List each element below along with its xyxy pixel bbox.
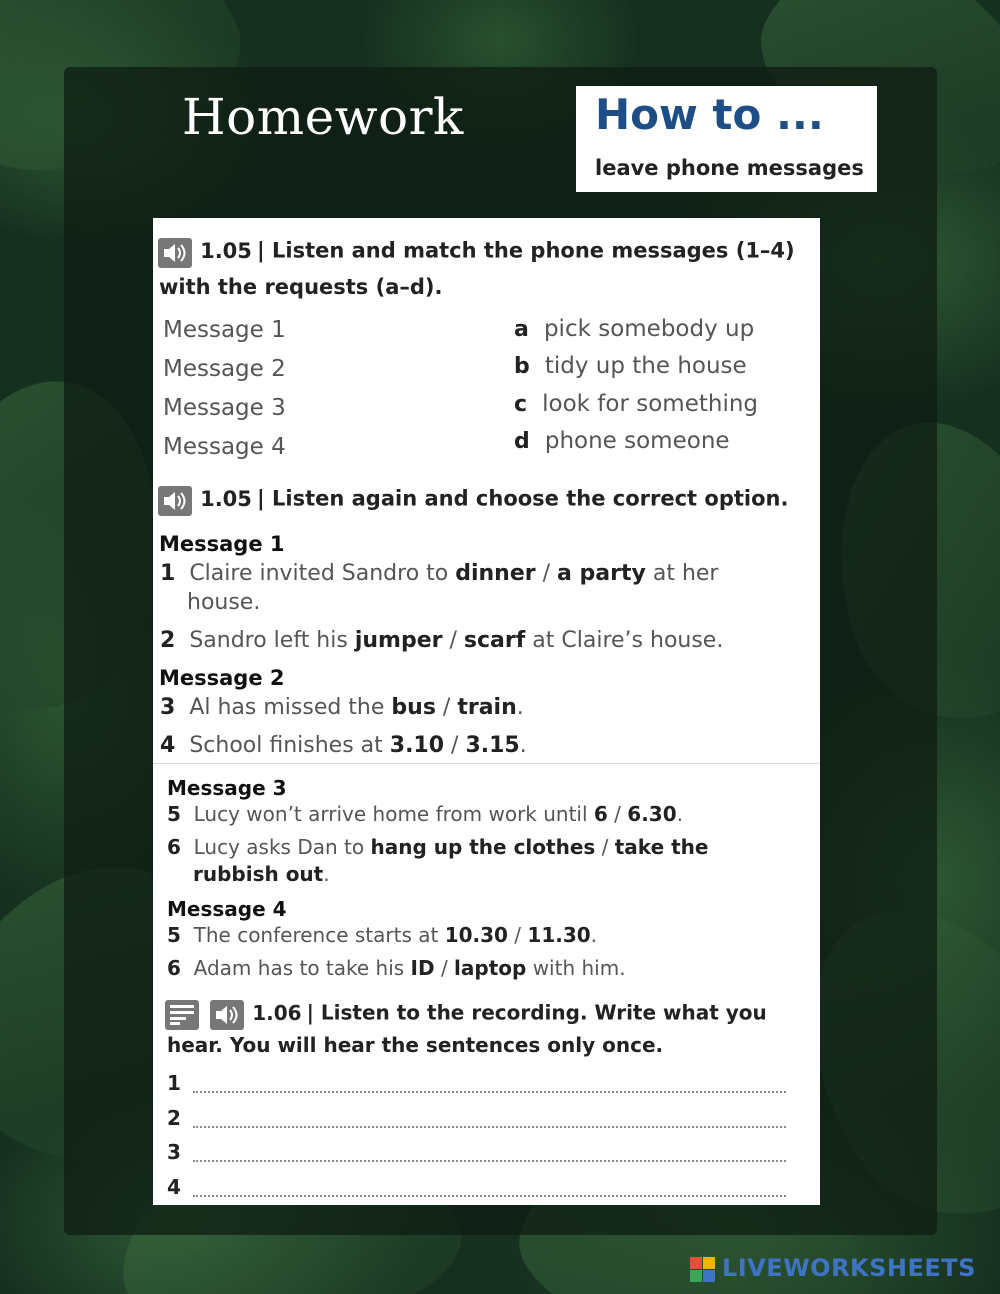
question-2: 2 Sandro left his jumper / scarf at Claire’s house. [160,628,724,653]
option[interactable]: jumper [354,628,443,653]
request-item [514,316,754,342]
message-label: Message 1 [163,317,286,343]
watermark-text: LIVEWORKSHEETS [722,1254,976,1282]
option[interactable]: 6.30 [627,802,677,826]
exercise2-heading [158,486,788,516]
speaker-icon[interactable] [158,238,192,268]
question-6: 6 Lucy asks Dan to hang up the clothes / take the [167,835,709,859]
question-7: 5 The conference starts at 10.30 / 11.30. [167,923,598,947]
request-text: phone someone [544,428,730,454]
question-6-cont: rubbish out. [193,862,330,886]
page-title: Homework [182,88,464,146]
howto-title: How to ... [595,90,824,139]
answer-line[interactable] [193,1091,786,1093]
request-item [514,353,747,379]
track-number: 1.05 [200,238,252,263]
message-heading: Message 2 [159,666,285,690]
speaker-icon[interactable] [210,1000,244,1030]
option[interactable]: laptop [454,956,527,980]
speaker-icon[interactable] [158,486,192,516]
exercise3-heading [165,1000,767,1030]
message-heading: Message 1 [159,532,285,556]
request-letter: a [514,317,529,342]
instruction: | Listen and match the phone messages (1–4) [257,238,795,263]
request-text: pick somebody up [543,316,755,342]
request-letter: c [514,392,528,417]
instruction: | Listen to the recording. Write what you [306,1000,767,1025]
message-heading: Message 4 [167,897,287,921]
request-letter: b [514,354,530,379]
track-number: 1.05 [200,486,252,511]
track-number: 1.06 [252,1000,302,1025]
line-number: 4 [167,1175,181,1199]
option[interactable]: 3.15 [465,733,520,758]
line-number: 1 [167,1071,181,1095]
answer-line[interactable] [193,1126,786,1128]
question-1-cont: house. [187,590,261,615]
option[interactable]: ID [410,956,435,980]
answer-line[interactable] [193,1195,786,1197]
option[interactable]: take the [614,835,709,859]
question-5: 5 Lucy won’t arrive home from work until 6 / 6.30. [167,802,683,826]
message-heading: Message 3 [167,776,287,800]
option[interactable]: 6 [593,802,608,826]
request-item [514,391,758,417]
option[interactable]: 11.30 [527,923,591,947]
instruction-cont: with the requests (a–d). [159,275,443,299]
request-item [514,428,730,454]
instruction-cont: hear. You will hear the sentences only once. [167,1033,664,1057]
option[interactable]: 10.30 [444,923,508,947]
option[interactable]: bus [391,695,436,720]
divider [153,763,820,764]
option[interactable]: a party [557,561,646,586]
liveworksheets-logo-icon [690,1257,716,1283]
howto-box [576,86,877,192]
option[interactable]: 3.10 [389,733,445,758]
line-number: 2 [167,1106,181,1130]
writing-icon [165,1000,199,1030]
option[interactable]: dinner [455,561,536,586]
question-8: 6 Adam has to take his ID / laptop with him. [167,956,626,980]
howto-subtitle: leave phone messages [595,156,864,180]
line-number: 3 [167,1140,181,1164]
instruction: | Listen again and choose the correct option. [257,486,789,511]
request-text: look for something [542,391,759,417]
message-label: Message 3 [163,395,286,421]
option[interactable]: train [457,695,517,720]
option[interactable]: scarf [463,628,526,653]
message-label: Message 4 [163,434,286,460]
request-letter: d [514,429,530,454]
request-text: tidy up the house [544,353,747,379]
option[interactable]: hang up the clothes [370,835,596,859]
question-3: 3 Al has missed the bus / train. [160,695,524,720]
question-4: 4 School finishes at 3.10 / 3.15. [160,733,527,758]
option[interactable]: rubbish out [193,862,324,886]
exercise1-heading [158,238,795,268]
message-label: Message 2 [163,356,286,382]
question-1: 1 Claire invited Sandro to dinner / a party at her [160,561,719,586]
answer-line[interactable] [193,1160,786,1162]
